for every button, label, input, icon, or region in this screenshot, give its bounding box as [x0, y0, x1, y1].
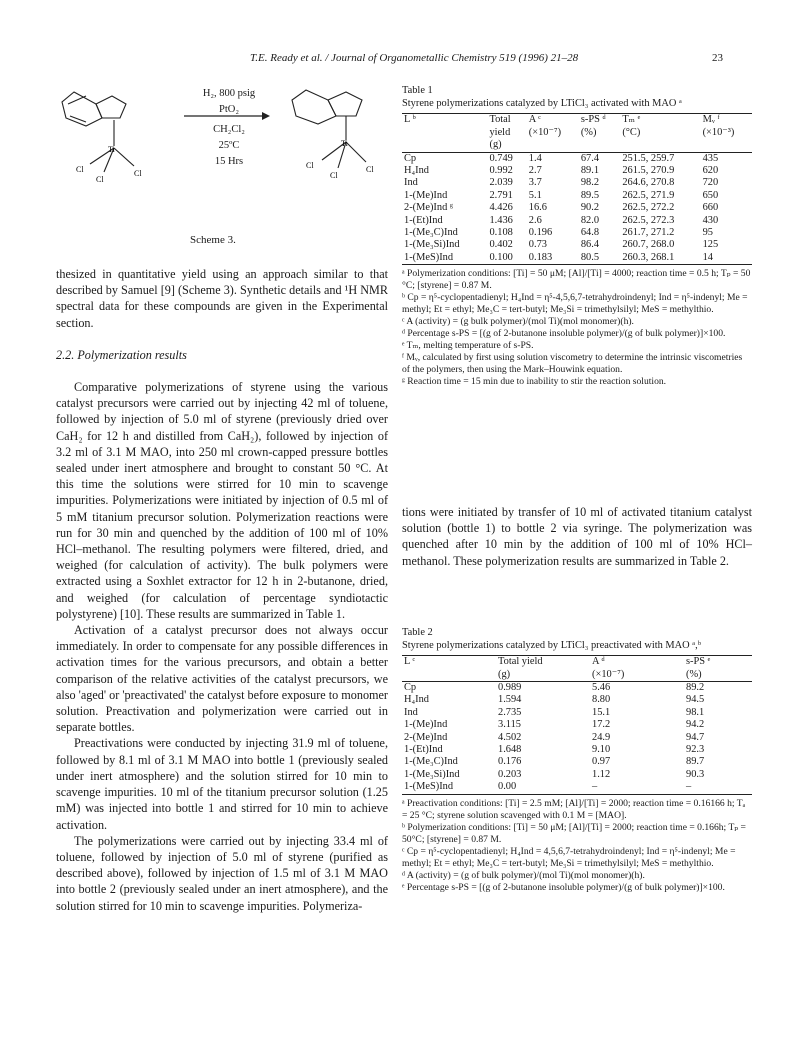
reactant-cl1-label: Cl [76, 165, 84, 174]
table-cell: 5.1 [528, 189, 542, 201]
table-cell: – [590, 781, 684, 794]
running-head: T.E. Ready et al. / Journal of Organometallic Chemistry 519 (1996) 21–28 [250, 52, 579, 64]
product-cl2-label: Cl [330, 171, 338, 180]
page-number: 23 [712, 52, 723, 64]
table-2 [402, 626, 752, 894]
table-cell: 89.2 [686, 682, 705, 693]
table-row [402, 719, 752, 731]
table-row [402, 252, 752, 265]
footnote: ᵃ Polymerization conditions: [Ti] = 50 μM; [Al]/[Ti] = 4000; reaction time = 0.5 h; Tₚ = 50 °C; [styrene] = 0.87 M. [402, 268, 751, 292]
footnote: ᵈ A (activity) = (g of bulk polymer)/(mol Ti)(mol monomer)(h). [402, 869, 645, 881]
col-header: (×10⁻⁷) [528, 126, 562, 138]
table-cell: 262.5, 271.9 [622, 189, 675, 201]
table-cell: 2.039 [489, 177, 513, 189]
col-header: (g) [496, 669, 590, 682]
col-header: Total [487, 114, 526, 127]
footnote: ᶜ A (activity) = (g bulk polymer)/(mol Ti)(mol monomer)(h). [402, 316, 634, 328]
table-cell: 90.2 [580, 202, 600, 214]
table-cell: 0.989 [498, 682, 522, 693]
condition-solvent: CH₂Cl₂ [213, 124, 245, 135]
reactant-structure [62, 92, 134, 172]
row-ligand-cell: Cp [404, 152, 417, 164]
table-cell: 16.6 [528, 202, 547, 214]
footnote: ᵇ Cp = η⁵-cyclopentadienyl; H₄Ind = η⁵-4,5,6,7-tetrahydroindenyl; Ind = η⁵-indenyl; Me = methyl; Et = ethyl; Me₃C = tert-butyl; Me₃Si = trimethylsilyl; MeS = methylthio. [402, 292, 748, 316]
table-cell: 3.7 [528, 177, 542, 189]
table-cell: 262.5, 272.2 [622, 202, 675, 214]
paragraph-polymerizations: Comparative polymerizations of styrene using the various catalyst precursors were carried out by injecting 42 ml of toluene, followed by injection of 5.0 ml of styrene (previously dried over CaH₂ for 12 h and distilled from CaH₂), followed by injection of 3.2 ml of 3.1 M MAO, into 250 ml crown-capped pressure bottles sealed under inert atmosphere and brought to constant 50 °C. At this time the solutions were stirred for 10 min to scavenge impurities. Polymerizations were initiated by injection of 0.5 ml of 5 mM titanium precursor solution. Polymerization reactions were run for 30 min and quenched by the addition of 100 ml of 10% HCl–methanol. The resulting polymers were filtered, dried, and weighed (for calculation of activity). The bulk polymers were extracted using a Soxhlet extractor for 12 h in 2-butanone, dried, and weighed (for calculation of percentage syndiotactic polystyrene) [10]. These results are summarized in Table 1. [56, 380, 388, 621]
col-header: (g) [487, 139, 526, 152]
col-header: (%) [684, 669, 752, 682]
row-ligand-cell: 2-(Me)Ind [404, 731, 448, 743]
table-cell: 94.7 [686, 731, 705, 743]
paragraph-activation: Activation of a catalyst precursor does not always occur immediately. In order to compensate for any possible differences in activation times for the various precursors, and obtain a better comparison of the relative activities of the catalyst precursors, we also 'aged' or 'preactivated' the catalyst before exposure to monomer solution. Preactivation and polymerization were carried out in separate bottles. [56, 623, 388, 735]
table-row [402, 239, 752, 251]
product-ti-label: Ti [341, 139, 348, 148]
col-header: (×10⁻⁷) [590, 669, 684, 682]
table-row [402, 781, 752, 794]
table-row [402, 756, 752, 768]
table-cell: 67.4 [580, 152, 600, 164]
footnote: ᵉ Percentage s-PS = [(g of 2-butanone insoluble polymer)/(g of bulk polymer)]×100. [402, 881, 725, 893]
table-cell: 90.3 [686, 768, 705, 780]
table-cell: 660 [702, 202, 719, 214]
table-cell: 98.1 [686, 706, 705, 718]
table-row [402, 165, 752, 177]
col-header: (°C) [622, 126, 641, 138]
table-row [402, 694, 752, 706]
table-cell: 1.436 [489, 214, 513, 226]
table-cell: 8.80 [592, 694, 611, 706]
table-row [402, 769, 752, 781]
col-header: A ᶜ [527, 114, 579, 127]
table-cell: 0.97 [592, 756, 611, 768]
footnote: ᵉ Tₘ, melting temperature of s-PS. [402, 340, 534, 352]
reaction-conditions [180, 86, 278, 170]
row-ligand-cell: 1-(Me₃C)Ind [404, 756, 458, 768]
table-cell: 64.8 [580, 226, 600, 238]
table-cell: 0.402 [489, 239, 513, 251]
table-cell: 251.5, 259.7 [622, 152, 675, 164]
table-cell: 260.7, 268.0 [622, 239, 675, 251]
table-row [402, 177, 752, 189]
footnote: ᶜ Cp = η⁵-cyclopentadienyl; H₄Ind = 4,5,6,7-tetrahydroindenyl; Ind = η⁵-indenyl; Me = methyl; Et = ethyl; Me₃C = tert-butyl; Me₃Si = trimethylsilyl; MeS = methylthio. [402, 845, 736, 869]
table-cell: 1.594 [498, 694, 522, 706]
table-cell: 5.46 [592, 682, 611, 693]
table-cell: 89.1 [580, 164, 600, 176]
table-2-grid [402, 655, 752, 795]
condition-pressure: H₂, 800 psig [202, 88, 256, 99]
footnote: ᵈ Percentage s-PS = [(g of 2-butanone insoluble polymer)/(g of bulk polymer)]×100. [402, 328, 726, 340]
table-2-caption-block [402, 626, 752, 652]
table-cell: 264.6, 270.8 [622, 177, 675, 189]
col-header: (%) [580, 126, 597, 138]
table-1-body [402, 152, 752, 265]
col-header [579, 139, 620, 152]
section-heading: 2.2. Polymerization results [56, 347, 187, 362]
row-ligand-cell: 2-(Me)Ind ᵍ [404, 202, 454, 214]
paragraph-synthesis: thesized in quantitative yield using an approach similar to that described by Samuel [9] (Scheme 3). Synthetic details and ¹H NMR spectral data for these compounds are given in the Experimental section. [56, 267, 388, 330]
col-header: Tₘ ᵉ [620, 114, 700, 127]
row-ligand-cell: 1-(Me)Ind [404, 189, 448, 201]
col-header [402, 127, 487, 140]
row-ligand-cell: H₄Ind [404, 694, 429, 706]
table-cell: 0.992 [489, 164, 513, 176]
table-cell: 0.176 [498, 756, 522, 768]
table-cell: 0.196 [528, 226, 553, 238]
table-row [402, 707, 752, 719]
table-cell: 89.5 [580, 189, 600, 201]
table-cell: 430 [702, 214, 719, 226]
reactant-cl2-label: Cl [96, 175, 104, 184]
table-cell: 125 [702, 239, 719, 251]
row-ligand-cell: Ind [404, 706, 418, 718]
row-ligand-cell: 1-(Et)Ind [404, 214, 443, 226]
scheme-caption: Scheme 3. [190, 234, 236, 246]
table-cell: 0.100 [487, 252, 526, 265]
condition-time: 15 Hrs [214, 156, 244, 167]
row-ligand-cell: 1-(Me₃Si)Ind [404, 239, 460, 251]
table-1-label: Table 1 [402, 85, 433, 96]
table-cell: 0.73 [528, 239, 547, 251]
table-cell: 98.2 [580, 177, 600, 189]
table-cell: 2.6 [528, 214, 542, 226]
table-row [402, 732, 752, 744]
reactant-ti-label: Ti [108, 145, 115, 154]
row-ligand-cell: Ind [404, 177, 418, 189]
row-ligand-cell: 1-(Et)Ind [404, 744, 443, 756]
table-row [402, 190, 752, 202]
table-cell: 261.5, 270.9 [622, 164, 675, 176]
table-2-footnotes [402, 798, 752, 894]
table-1-caption: Styrene polymerizations catalyzed by LTiCl₃ activated with MAO ᵃ [402, 98, 682, 109]
table-row [402, 202, 752, 214]
table-cell: 24.9 [592, 731, 611, 743]
row-ligand-cell: 1-(MeS)Ind [402, 252, 487, 265]
row-ligand-cell: 1-(Me₃C)Ind [404, 226, 458, 238]
table-1-footnotes [402, 268, 752, 388]
table-cell: 94.2 [686, 719, 705, 731]
table-cell: 650 [702, 189, 719, 201]
col-header: s-PS ᵉ [684, 656, 752, 669]
footnote: ᵍ Reaction time = 15 min due to inability to stir the reaction solution. [402, 376, 667, 388]
row-ligand-cell: Cp [404, 682, 417, 693]
table-cell: 1.648 [498, 744, 522, 756]
col-header: L ᵇ [402, 114, 487, 127]
table-cell: – [684, 781, 752, 794]
table-cell: 720 [702, 177, 719, 189]
table-cell: 0.00 [496, 781, 590, 794]
table-cell: 261.7, 271.2 [622, 226, 675, 238]
table-2-label: Table 2 [402, 627, 433, 638]
table-cell: 92.3 [686, 744, 705, 756]
row-ligand-cell: 1-(Me₃Si)Ind [404, 768, 460, 780]
row-ligand-cell: 1-(Me)Ind [404, 719, 448, 731]
table-1-header-row [402, 114, 752, 127]
table-cell: 0.749 [489, 152, 513, 164]
table-cell: 262.5, 272.3 [622, 214, 675, 226]
table-cell: 17.2 [592, 719, 611, 731]
col-header [701, 139, 752, 152]
paragraph-polymerization-procedure: The polymerizations were carried out by injecting 33.4 ml of toluene, followed by injection of 5.0 ml of styrene (purified as described above), followed by injection of 1.5 ml of 3.1 M MAO into bottle 2 (previously sealed under an inert atmosphere), and the solution stirred for 10 min to scavenge impurities. Polymeriza- [56, 833, 388, 913]
table-cell: 2.735 [498, 706, 522, 718]
table-2-header-row [402, 669, 752, 682]
table-row [402, 682, 752, 695]
table-row [402, 744, 752, 756]
col-header: A ᵈ [590, 656, 684, 669]
left-column [56, 266, 388, 914]
footnote: ᶠ Mᵥ, calculated by first using solution viscometry to determine the intrinsic viscometries of the polymers, then using the Mark–Houwink equation. [402, 352, 743, 376]
table-cell: 9.10 [592, 744, 611, 756]
running-header [0, 52, 788, 68]
table-row [402, 152, 752, 165]
footnote: ᵇ Polymerization conditions: [Ti] = 50 μM; [Al]/[Ti] = 2000; reaction time = 0.166h; Tₚ = 50°C; [styrene] = 0.87 M. [402, 821, 746, 845]
table-2-header-row [402, 656, 752, 669]
table-row [402, 227, 752, 239]
col-header: L ᶜ [402, 656, 496, 669]
table-cell: 1.4 [528, 152, 542, 164]
table-cell: 89.7 [686, 756, 705, 768]
product-cl1-label: Cl [306, 161, 314, 170]
table-1-header-row [402, 127, 752, 140]
table-cell: 260.3, 268.1 [620, 252, 700, 265]
table-cell: 95 [702, 226, 713, 238]
col-header [620, 139, 700, 152]
table-cell: 86.4 [580, 239, 600, 251]
table-cell: 94.5 [686, 694, 705, 706]
table-1-grid [402, 113, 752, 265]
table-1-header-row [402, 139, 752, 152]
table-1 [402, 84, 752, 388]
condition-temperature: 25ºC [218, 140, 240, 151]
table-cell: 0.108 [489, 226, 513, 238]
table-cell: 4.426 [489, 202, 513, 214]
paragraph-preactivations: Preactivations were conducted by injecting 31.9 ml of toluene, followed by 8.1 ml of 3.1 M MAO into bottle 1 (previously sealed under inert atmosphere) and the solution stirred for 10 min to scavenge impurities. 10 ml of the titanium precursor solution (1.25 mM) was injected into bottle 1 and stirred for 10 min to achieve activation. [56, 736, 388, 832]
table-2-caption: Styrene polymerizations catalyzed by LTiCl₃ preactivated with MAO ᵃ,ᵇ [402, 640, 701, 651]
table-cell: 2.791 [489, 189, 513, 201]
table-cell: 1.12 [592, 768, 611, 780]
table-cell: 2.7 [528, 164, 542, 176]
row-ligand-cell: H₄Ind [404, 164, 429, 176]
condition-catalyst: PtO₂ [218, 104, 239, 115]
product-structure [292, 90, 366, 168]
col-header: s-PS ᵈ [579, 114, 620, 127]
paragraph-initiation: tions were initiated by transfer of 10 ml of activated titanium catalyst solution (bottle 1) to bottle 2 via syringe. The polymerization was quenched after 10 min by the addition of 100 ml of 10% HCl–methanol. These polymerization results are summarized in Table 2. [402, 505, 752, 568]
right-column [402, 504, 752, 569]
col-header: Mᵥ ᶠ [701, 114, 752, 127]
col-header [527, 139, 579, 152]
table-2-body [402, 682, 752, 795]
table-cell: 4.502 [498, 731, 522, 743]
table-row [402, 215, 752, 227]
table-cell: 620 [702, 164, 719, 176]
table-cell: 14 [701, 252, 752, 265]
table-cell: 435 [702, 152, 719, 164]
col-header: Total yield [496, 656, 590, 669]
col-header: (×10⁻³) [702, 126, 735, 138]
table-cell: 0.203 [498, 768, 522, 780]
table-cell: 15.1 [592, 706, 611, 718]
product-cl3-label: Cl [366, 165, 374, 174]
col-header: yield [489, 126, 511, 138]
table-cell: 82.0 [580, 214, 600, 226]
table-cell: 0.183 [527, 252, 579, 265]
table-1-caption-block [402, 84, 752, 110]
col-header [402, 669, 496, 682]
row-ligand-cell: 1-(MeS)Ind [402, 781, 496, 794]
footnote: ᵃ Preactivation conditions: [Ti] = 2.5 mM; [Al]/[Ti] = 2000; reaction time = 0.16166 h; Tₐ = 25 °C; styrene solution scavenged with 0.1 M = [MAO]. [402, 797, 746, 821]
scheme-3 [56, 82, 386, 252]
reactant-cl3-label: Cl [134, 169, 142, 178]
col-header [402, 139, 487, 152]
table-cell: 3.115 [498, 719, 521, 731]
table-cell: 80.5 [579, 252, 620, 265]
